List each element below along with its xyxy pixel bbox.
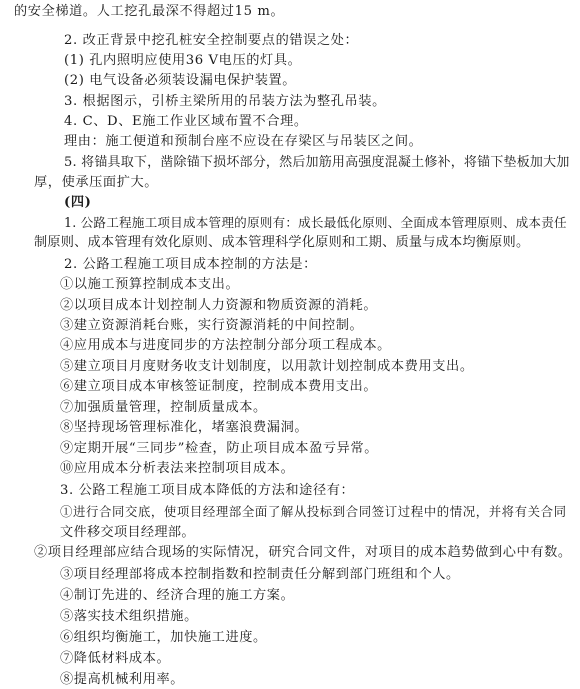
text-line: 理由：施工便道和预制台座不应设在存梁区与吊装区之间。: [64, 134, 423, 149]
text-line: 2. 改正背景中挖孔桩安全控制要点的错误之处：: [64, 33, 359, 48]
list-item: ⑦降低材料成本。: [60, 651, 171, 666]
list-item: ⑤建立项目月度财务收支计划制度，以用款计划控制成本费用支出。: [60, 359, 474, 374]
list-item: ⑨定期开展“三同步”检查，防止项目成本盈亏异常。: [60, 441, 379, 456]
list-item: ③建立资源消耗台账，实行资源消耗的中间控制。: [60, 318, 364, 333]
list-item: ③项目经理部将成本控制指数和控制责任分解到部门班组和个人。: [60, 567, 460, 582]
list-item: ⑥建立项目成本审核签证制度，控制成本费用支出。: [60, 379, 378, 394]
list-item: ⑧提高机械利用率。: [60, 672, 185, 687]
text-line: 制原则、成本管理有效化原则、成本管理科学化原则和工期、质量与成本均衡原则。: [34, 235, 530, 250]
text-line: (2) 电气设备必须装设漏电保护装置。: [64, 73, 297, 88]
list-item: ①以施工预算控制成本支出。: [60, 277, 240, 292]
list-item: ⑧坚持现场管理标准化，堵塞浪费漏洞。: [60, 420, 309, 435]
section-heading: (四): [64, 195, 92, 210]
list-item: ②以项目成本计划控制人力资源和物质资源的消耗。: [60, 298, 378, 313]
text-line: 2. 公路工程施工项目成本控制的方法是：: [64, 257, 317, 272]
text-line: 厚，使承压面扩大。: [34, 175, 159, 190]
text-line: 4. C、D、E施工作业区域布置不合理。: [64, 114, 308, 129]
list-item: ⑦加强质量管理，控制质量成本。: [60, 400, 267, 415]
list-item: ①进行合同交底，使项目经理部全面了解从投标到合同签订过程中的情况，并将有关合同: [60, 504, 567, 519]
list-item: ⑩应用成本分析表法来控制项目成本。: [60, 461, 295, 476]
text-line: 3. 根据图示，引桥主梁所用的吊装方法为整孔吊装。: [64, 94, 386, 109]
text-line: (1) 孔内照明应使用36 V电压的灯具。: [64, 53, 302, 68]
list-item: ④制订先进的、经济合理的施工方案。: [60, 588, 295, 603]
text-line: 1. 公路工程施工项目成本管理的原则有：成长最低化原则、全面成本管理原则、成本责任: [64, 215, 567, 230]
list-item: ②项目经理部应结合现场的实际情况，研究合同文件，对项目的成本趋势做到心中有数。: [34, 545, 572, 560]
list-item: ④应用成本与进度同步的方法控制分部分项工程成本。: [60, 338, 391, 353]
list-item: ⑥组织均衡施工，加快施工进度。: [60, 630, 267, 645]
list-item: ⑤落实技术组织措施。: [60, 609, 198, 624]
text-line: 的安全梯道。人工挖孔最深不得超过15 m。: [14, 4, 285, 19]
text-line: 文件移交项目经理部。: [60, 525, 195, 540]
text-line: 3. 公路工程施工项目成本降低的方法和途径有：: [60, 483, 355, 498]
text-line: 5. 将锚具取下，凿除锚下损坏部分，然后加筋用高强度混凝土修补，将锚下垫板加大加: [64, 155, 570, 170]
